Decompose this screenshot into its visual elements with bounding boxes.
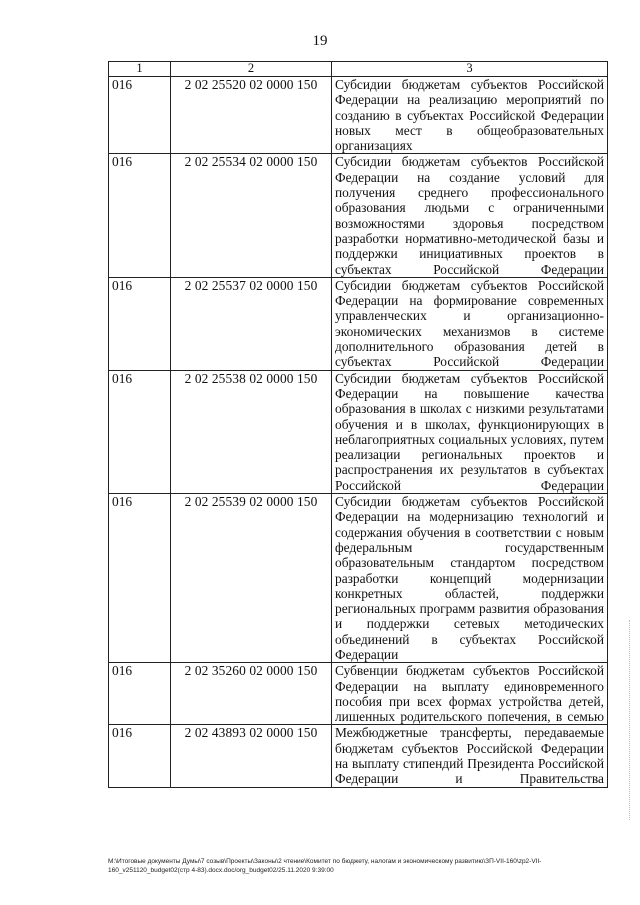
table-row [109, 154, 608, 277]
admin-code-cell: 016 [109, 663, 171, 725]
budget-code-cell: 2 02 25534 02 0000 150 [171, 154, 332, 277]
budget-code-cell: 2 02 25539 02 0000 150 [171, 494, 332, 663]
budget-code-cell: 2 02 25537 02 0000 150 [171, 277, 332, 370]
column-header-1: 1 [109, 62, 171, 77]
table-row [109, 277, 608, 370]
admin-code-cell: 016 [109, 77, 171, 154]
budget-code-cell: 2 02 35260 02 0000 150 [171, 663, 332, 725]
column-header-2: 2 [171, 62, 332, 77]
budget-code-cell: 2 02 43893 02 0000 150 [171, 725, 332, 787]
table-row [109, 663, 608, 725]
description-cell: Субсидии бюджетам субъектов Российской Федерации на формирование современных управленческих и организационно-экономических механизмов в системе дополнительного образования детей в субъектах Российской Федерации [332, 277, 608, 370]
admin-code-cell: 016 [109, 494, 171, 663]
admin-code-cell: 016 [109, 154, 171, 277]
admin-code-cell: 016 [109, 370, 171, 493]
scan-edge-mark [629, 620, 634, 820]
admin-code-cell: 016 [109, 277, 171, 370]
page-number: 19 [312, 33, 328, 49]
table-header-row [109, 62, 608, 77]
description-cell: Межбюджетные трансферты, передаваемые бюджетам субъектов Российской Федерации на выплату стипендий Президента Российской Федерации и Правительства [332, 725, 608, 787]
admin-code-cell: 016 [109, 725, 171, 787]
description-cell: Субвенции бюджетам субъектов Российской Федерации на выплату единовременного пособия при всех формах устройства детей, лишенных родительского попечения, в семью [332, 663, 608, 725]
table-row [109, 494, 608, 663]
table-row [109, 370, 608, 493]
description-cell: Субсидии бюджетам субъектов Российской Федерации на повышение качества образования в школах с низкими результатами обучения и в школах, функционирующих в неблагоприятных социальных условиях, путем реализации региональных проектов и распространения их результатов в субъектах Российской Федерации [332, 370, 608, 493]
column-header-3: 3 [332, 62, 608, 77]
description-cell: Субсидии бюджетам субъектов Российской Федерации на реализацию мероприятий по созданию в субъектах Российской Федерации новых мест в общеобразовательных организациях [332, 77, 608, 154]
table-row [109, 725, 608, 787]
description-cell: Субсидии бюджетам субъектов Российской Федерации на создание условий для получения среднего профессионального образования людьми с ограниченными возможностями здоровья посредством разработки нормативно-методической базы и поддержки инициативных проектов в субъектах Российской Федерации [332, 154, 608, 277]
budget-code-cell: 2 02 25538 02 0000 150 [171, 370, 332, 493]
table-row [109, 77, 608, 154]
description-cell: Субсидии бюджетам субъектов Российской Федерации на модернизацию технологий и содержания обучения в соответствии с новым федеральным государственным образовательным стандартом посредством разработки концепций модернизации конкретных областей, поддержки региональных программ развития образования и поддержки сетевых методических объединений в субъектах Российской Федерации [332, 494, 608, 663]
budget-code-cell: 2 02 25520 02 0000 150 [171, 77, 332, 154]
document-file-path: М:\Итоговые документы Думы\7 созыв\Проекты\Законы\2 чтение\Комитет по бюджету, налогам и экономическому развитию\ЗП-VII-160\zp2-VII-160_v251120_budget02(стр 4-83).docx.doc/org_budget02/25.11.2020 9:39:00 [108, 858, 542, 874]
budget-classification-table [108, 61, 608, 788]
